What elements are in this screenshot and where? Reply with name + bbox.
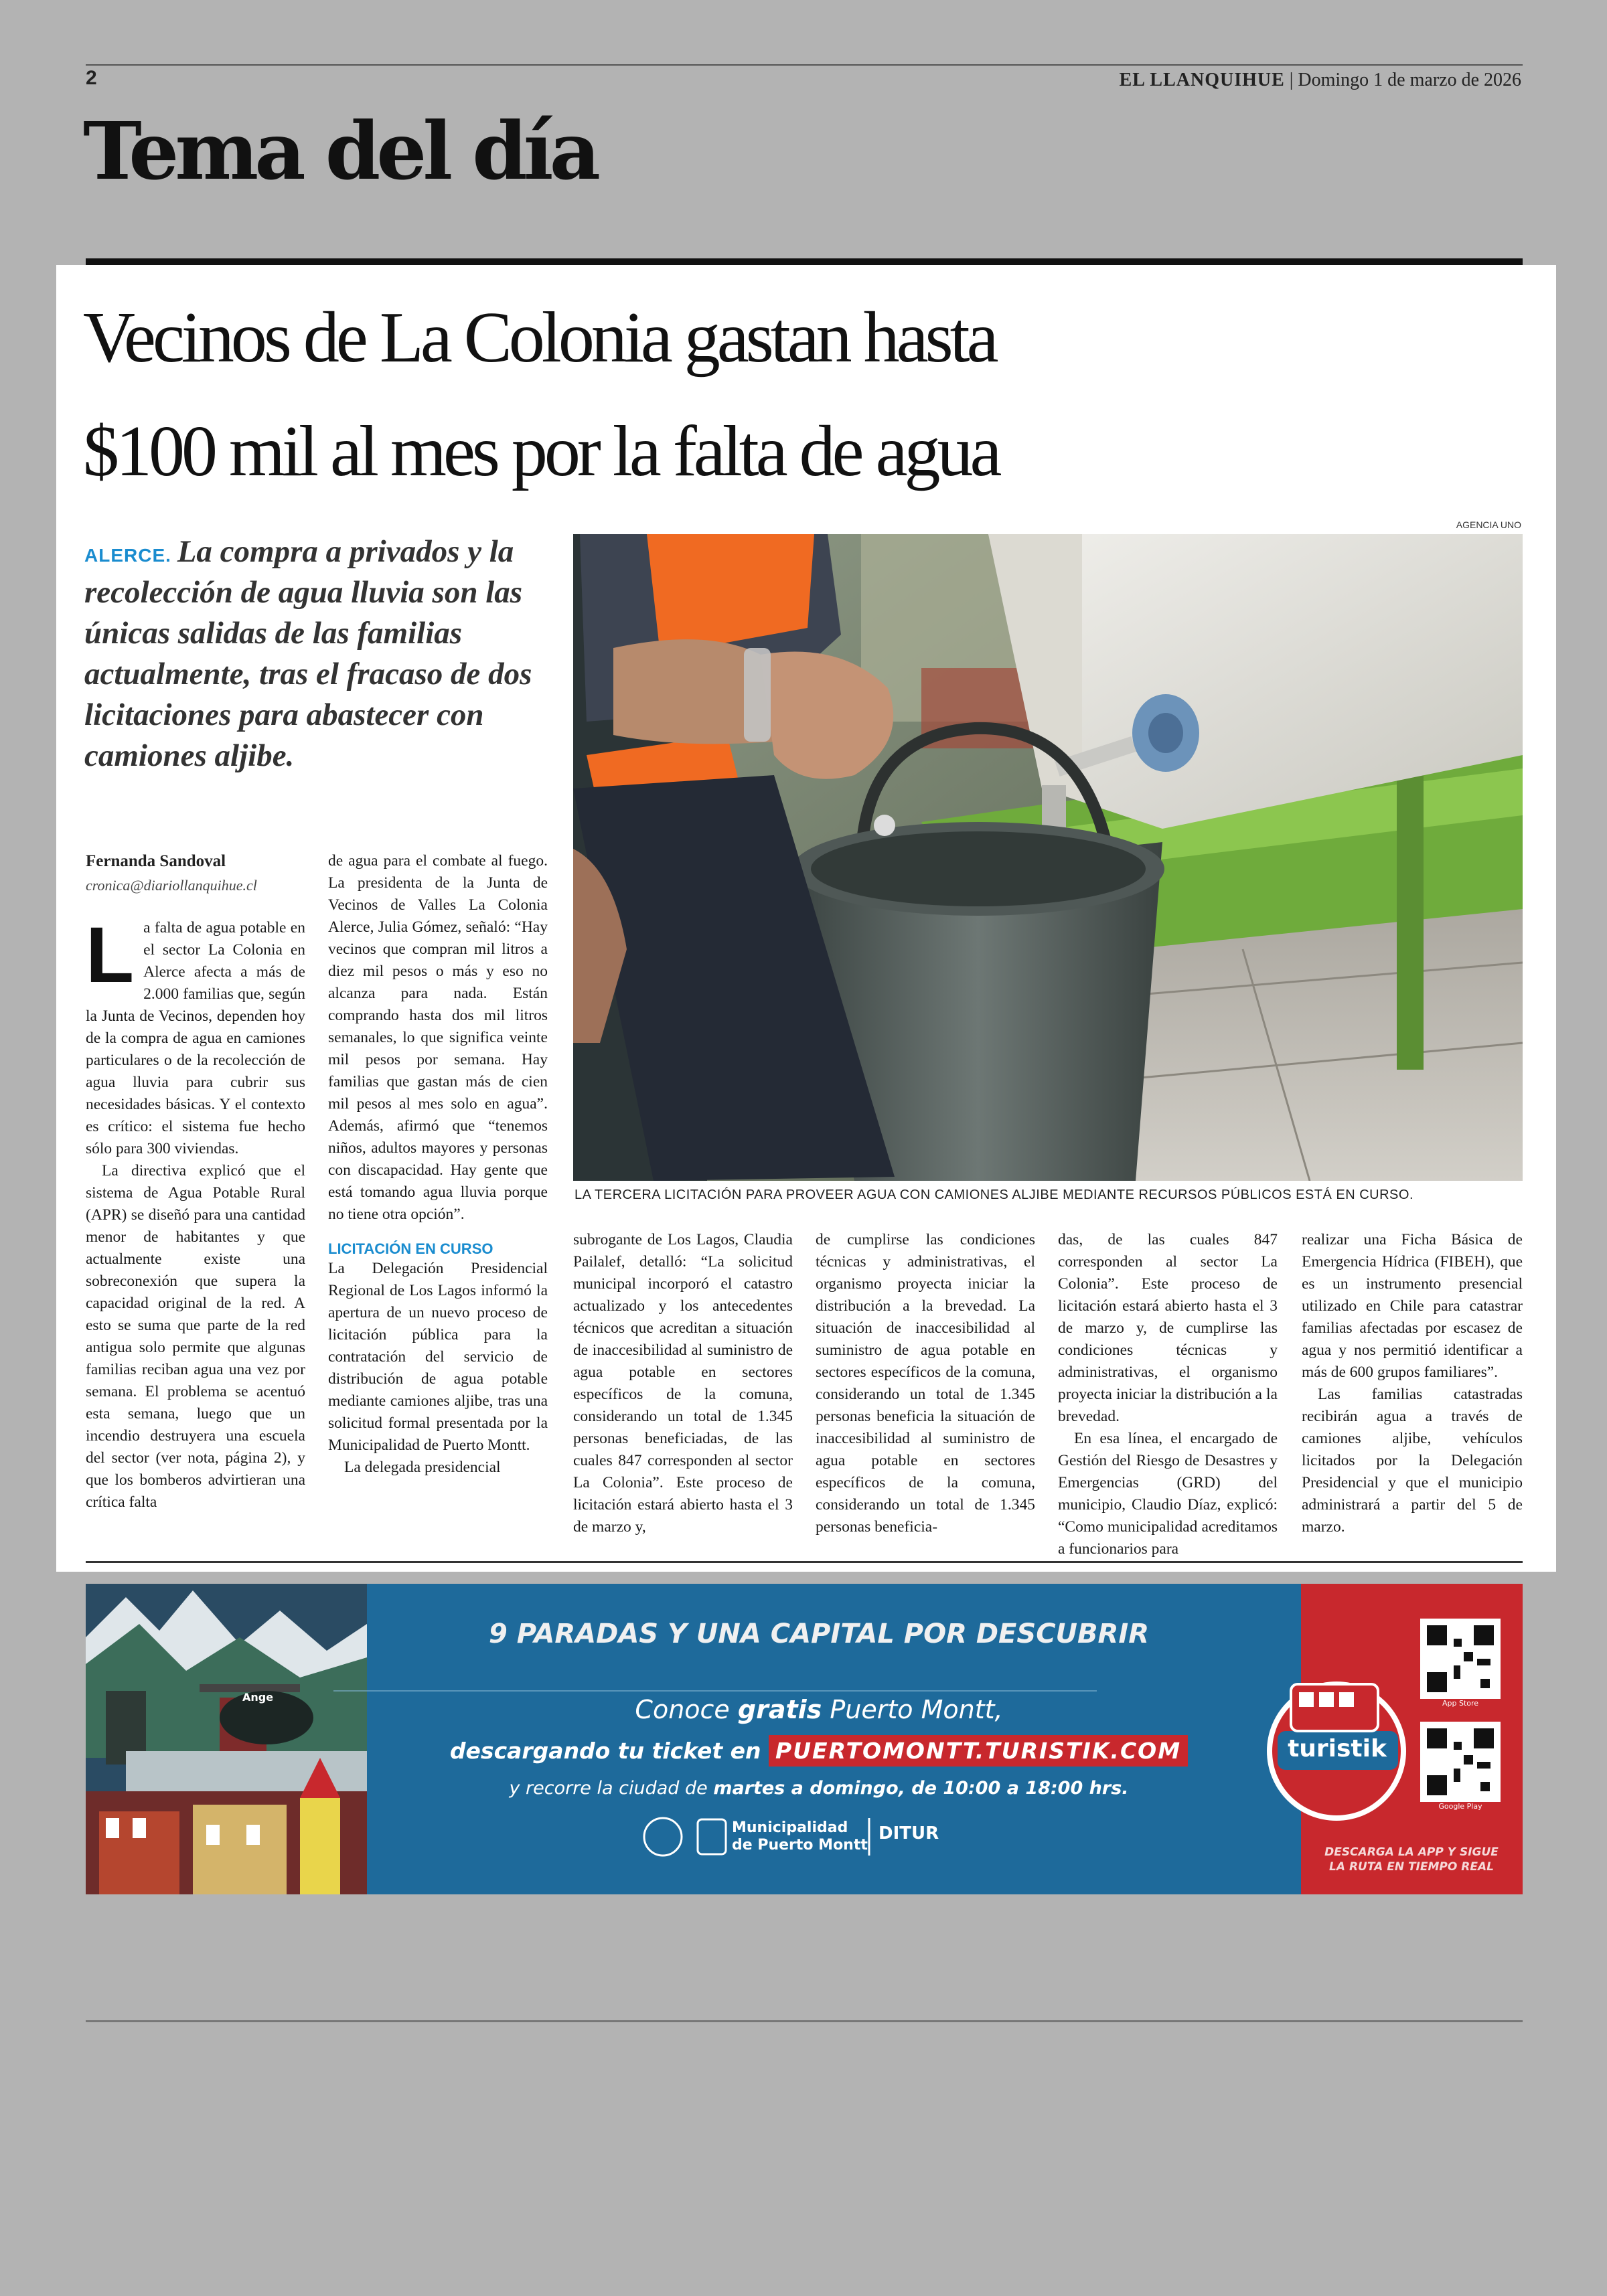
headline-line-1: Vecinos de La Colonia gastan hasta bbox=[83, 298, 996, 378]
ad-cta bbox=[1304, 1845, 1519, 1874]
ad-title: 9 PARADAS Y UNA CAPITAL POR DESCUBRIR bbox=[489, 1619, 1149, 1649]
article-column-5 bbox=[1058, 1229, 1278, 1560]
body-paragraph: de agua para el combate al fuego. La presidenta de la Junta de Vecinos de Valles La Colonia Alerce, Julia Gómez, señaló: “Hay vecinos que compran mil litros a diez mil pesos o más y eso no alcanza para nada. Están comprando hasta dos mil litros semanales, lo que significa veinte mil pesos por semana. Hay familias que gastan más de cien mil pesos al mes solo en agua”. Además, afirmó que “tenemos niños, adultos mayores y personas con discapacidad. Hay gente que está tomando agua lluvia porque no tiene otra opción”. bbox=[328, 852, 548, 1223]
turistik-logo[interactable]: turistik bbox=[1288, 1735, 1387, 1762]
ad-line-2 bbox=[390, 1735, 1247, 1767]
ad-line-1-pre: Conoce bbox=[635, 1695, 738, 1724]
headline bbox=[83, 281, 1556, 509]
article-column-1 bbox=[86, 911, 305, 1513]
section-title: Tema del día bbox=[83, 104, 597, 197]
masthead: EL LLANQUIHUE | Domingo 1 de marzo de 2026 bbox=[1119, 70, 1521, 90]
ad-sign-text: Ange bbox=[242, 1691, 274, 1704]
body-paragraph: a falta de agua potable en el sector La Colonia en Alerce afecta a más de 2.000 familias que, según la Junta de Vecinos, dependen hoy de la compra de agua en camiones particulares o de la recolección de agua lluvia para cubrir sus necesidades básicas. Y el contexto es crítico: el sistema fue hecho sólo para 300 viviendas. bbox=[86, 919, 305, 1157]
author-name: Fernanda Sandoval bbox=[86, 852, 226, 870]
body-paragraph: realizar una Ficha Básica de Emergencia Hídrica (FIBEH), que es un instrumento presencial utilizado en Chile para catastrar familias afectadas por escasez de agua y nos permitió identificar a más de 600 grupos familiares”. bbox=[1302, 1231, 1523, 1381]
headline-rule bbox=[86, 258, 1523, 265]
page-number: 2 bbox=[86, 67, 97, 89]
subheading: LICITACIÓN EN CURSO bbox=[328, 1240, 493, 1257]
newspaper-name: EL LLANQUIHUE bbox=[1119, 70, 1285, 90]
google-play-badge[interactable]: Google Play bbox=[1438, 1802, 1482, 1811]
article-column-3 bbox=[573, 1229, 793, 1538]
author-email[interactable]: cronica@diariollanquihue.cl bbox=[86, 877, 257, 894]
location-tag: ALERCE. bbox=[84, 545, 171, 566]
article-column-6 bbox=[1302, 1229, 1523, 1538]
body-paragraph: La Delegación Presidencial Regional de Los Lagos informó la apertura de un nuevo proceso de licitación pública para la contratación del servicio de distribución de agua potable mediante camiones aljibe, tras una solicitud formal presentada por la Municipalidad de Puerto Montt. bbox=[328, 1260, 548, 1454]
article-column-2 bbox=[328, 850, 548, 1479]
muni-line-2: de Puerto Montt bbox=[732, 1837, 868, 1854]
photo-caption: LA TERCERA LICITACIÓN PARA PROVEER AGUA CON CAMIONES ALJIBE MEDIANTE RECURSOS PÚBLICOS ESTÁ EN CURSO. bbox=[575, 1187, 1414, 1202]
turistik-advertisement[interactable] bbox=[86, 1584, 1523, 1894]
body-paragraph: de cumplirse las condiciones técnicas y administrativas, el organismo proyecta iniciar la distribución a la brevedad. La situación de inaccesibilidad al suministro de agua potable en sectores específicos de la comuna, considerando un total de 1.345 personas beneficia la situación de inaccesibilidad al suministro de agua potable en sectores específicos de la comuna, considerando un total de 1.345 personas beneficia- bbox=[816, 1231, 1035, 1536]
photo-credit: AGENCIA UNO bbox=[1456, 519, 1521, 530]
ad-line-1-bold: gratis bbox=[737, 1695, 822, 1724]
headline-line-2: $100 mil al mes por la falta de agua bbox=[83, 412, 999, 491]
ad-line-2-text: descargando tu ticket en bbox=[449, 1738, 761, 1764]
article-bottom-rule bbox=[86, 1561, 1523, 1563]
body-paragraph: das, de las cuales 847 corresponden al sector La Colonia”. Este proceso de licitación estará abierto hasta el 3 de marzo y, de cumplirse las condiciones técnicas y administrativas, el organismo proyecta iniciar la distribución a la brevedad. bbox=[1058, 1231, 1278, 1425]
body-paragraph: subrogante de Los Lagos, Claudia Pailalef, detalló: “La solicitud municipal incorporó el catastro actualizado y los antecedentes técnicos que acreditan a situación de inaccesibilidad al suministro de agua potable en sectores específicos de la comuna, considerando un total de 1.345 personas beneficiadas, de las cuales 847 corresponden al sector La Colonia”. Este proceso de licitación estará abierto hasta el 3 de marzo y, bbox=[573, 1231, 793, 1536]
location-tag-text: ALERCE bbox=[84, 545, 166, 566]
muni-line-1: Municipalidad bbox=[732, 1819, 848, 1836]
ad-line-3 bbox=[390, 1778, 1247, 1799]
municipality-logo-text bbox=[732, 1819, 868, 1854]
lead-text: La compra a privados y la recolección de agua lluvia son las únicas salidas de las familias actualmente, tras el fracaso de dos licitaciones para abastecer con camiones aljibe. bbox=[84, 534, 532, 773]
ad-line-3-pre: y recorre la ciudad de bbox=[509, 1778, 714, 1799]
page-bottom-rule bbox=[86, 2020, 1523, 2022]
header-rule bbox=[86, 64, 1523, 66]
body-paragraph: La directiva explicó que el sistema de Agua Potable Rural (APR) se diseñó para una cantidad menor de habitantes y que actualmente existe una sobreconexión que supera la capacidad original de la red. A esto se suma que parte de la red antigua solo permite que algunas familias reciban agua una vez por semana. El problema se acentuó esta semana, luego que un incendio destruyera una escuela del sector (ver nota, página 2), y que los bomberos advirtieran una crítica falta bbox=[86, 1162, 305, 1511]
ad-line-1 bbox=[390, 1695, 1247, 1724]
photo-illustration bbox=[573, 534, 1523, 1181]
body-paragraph: En esa línea, el encargado de Gestión del Riesgo de Desastres y Emergencias (GRD) del municipio, Claudio Díaz, explicó: “Como municipalidad acreditamos a funcionarios para bbox=[1058, 1430, 1278, 1558]
ad-line-1-post: Puerto Montt, bbox=[822, 1695, 1003, 1724]
body-paragraph: Las familias catastradas recibirán agua a través de camiones aljibe, vehículos licitados por la Delegación Presidencial y que el municipio administrará a partir del 5 de marzo. bbox=[1302, 1386, 1523, 1536]
ad-cta-line-2: LA RUTA EN TIEMPO REAL bbox=[1329, 1860, 1494, 1874]
ad-cta-line-1: DESCARGA LA APP Y SIGUE bbox=[1324, 1846, 1499, 1859]
ditur-logo: DITUR bbox=[878, 1823, 939, 1843]
ad-line-3-bold: martes a domingo, de 10:00 a 18:00 hrs. bbox=[713, 1778, 1129, 1799]
body-paragraph: La delegada presidencial bbox=[344, 1459, 501, 1476]
lead-paragraph bbox=[84, 531, 557, 776]
app-store-badge[interactable]: App Store bbox=[1442, 1699, 1479, 1708]
ad-url[interactable]: PUERTOMONTT.TURISTIK.COM bbox=[769, 1735, 1188, 1767]
issue-date: Domingo 1 de marzo de 2026 bbox=[1298, 70, 1521, 90]
dropcap: L bbox=[86, 911, 135, 999]
article-column-4 bbox=[816, 1229, 1035, 1538]
article-photo bbox=[573, 534, 1523, 1181]
